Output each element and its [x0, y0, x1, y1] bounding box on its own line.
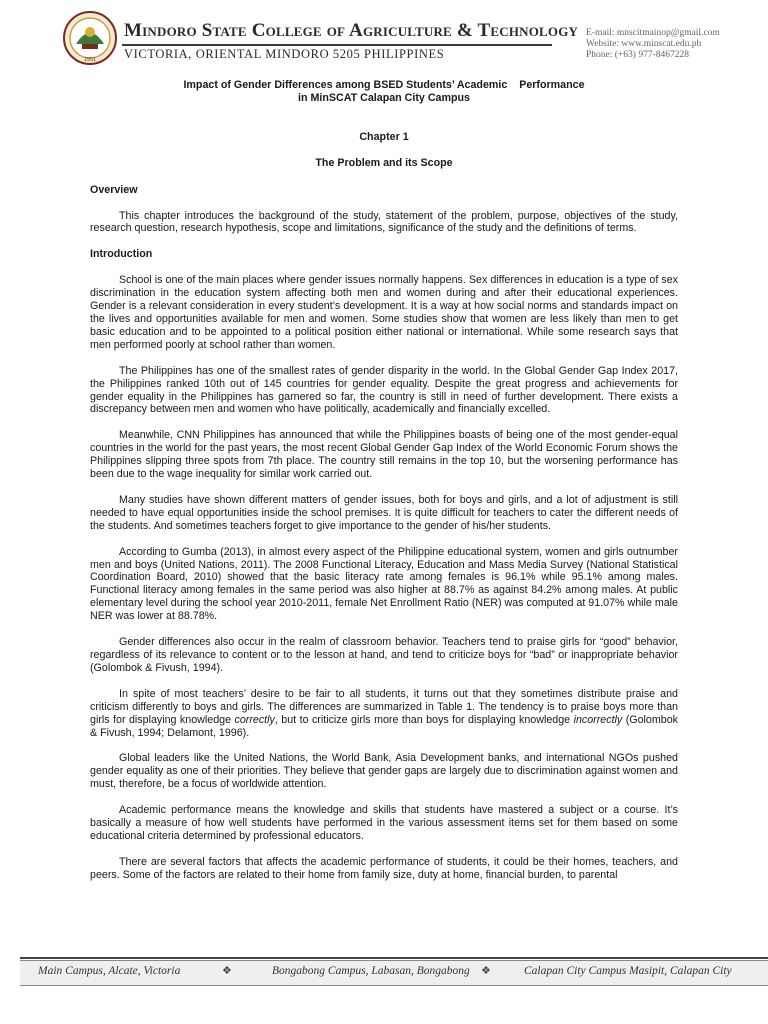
header-divider	[122, 44, 552, 46]
intro-paragraph-5: According to Gumba (2013), in almost every aspect of the Philippine educational system, women and girls outnumber men and boys (United Nations, 2011). The 2008 Functional Literacy, Education and Mass Media Survey (National Statistical Coordination Board, 2010) showed that the basic literacy rate among females is 96.1% while 95.1% among males. Functional literacy among females in the same period was also higher at 88.7% as against 84.2% among males. At public elementary level during the school year 2010-2011, female Net Enrollment Ratio (NER) was computed at 91.07% while male NER was lower at 88.78%.	[90, 545, 678, 623]
chapter-title: The Problem and its Scope	[315, 156, 453, 169]
college-seal-logo	[62, 10, 118, 66]
intro-paragraph-4: Many studies have shown different matters of gender issues, both for boys and girls, and a lot of adjustment is still needed to have equal opportunities inside the school premises. It is quite difficult for teachers to cater the different needs of the students. And sometimes teachers forget to give importance to the gender of his/her students.	[90, 493, 678, 532]
intro-paragraph-9: Academic performance means the knowledge and skills that students have mastered a subject or a course. It’s basically a measure of how well students have performed in the various assessment items set for them based on some educational criteria determined by professional educators.	[90, 804, 678, 842]
contact-email: E-mail: mnscitmainop@gmail.com	[586, 28, 720, 38]
campus-footer	[0, 957, 768, 1024]
overview-paragraph: This chapter introduces the background of the study, statement of the problem, purpose, objectives of the study, research question, research hypothesis, scope and limitations, significance of the study and the definitions of terms.	[90, 209, 678, 235]
footer-rule-top	[20, 957, 768, 959]
overview-heading: Overview	[90, 183, 138, 196]
intro-paragraph-1: School is one of the main places where gender issues normally happens. Sex differences in education is a type of sex discrimination in the education system affecting both men and women during and after their educational experiences. Gender is a relevant consideration in every student’s development. It is a way at how social norms and standards impact on the lives and opportunities available for men and women. Some studies show that women are less likely than men to get basic education and to be appointed to a political position either national or international. While some research says that men performed poorly at school rather than women.	[90, 274, 678, 351]
footer-calapan-campus: Calapan City Campus Masipit, Calapan City	[524, 965, 732, 977]
p7-text-b: , but to criticize girls more than boys for displaying knowledge	[274, 713, 574, 726]
intro-paragraph-3: Meanwhile, CNN Philippines has announced that while the Philippines boasts of being one of the most gender-equal countries in the world for the past years, the most recent Global Gender Gap Index of the World Economic Forum shows the Philippines slipping three spots from 7th place. The country still remains in the top 10, but the worsening performance has been due to the wage inequality for similar work carried out.	[90, 429, 678, 481]
footer-rule-bottom	[20, 985, 768, 986]
p7-emphasis-correctly: correctly	[234, 713, 275, 726]
contact-website: Website: www.minscat.edu.ph	[586, 39, 702, 49]
footer-bongabong-campus: Bongabong Campus, Labasan, Bongabong	[272, 965, 470, 977]
p7-text-c: (Golombok & Fivush, 1994; Delamont, 1996).	[90, 713, 678, 739]
intro-paragraph-10: There are several factors that affects the academic performance of students, it could be their homes, teachers, and peers. Some of the factors are related to their home from family size, duty at home, financial burden, to parental	[90, 855, 678, 881]
document-title-line2: in MinSCAT Calapan City Campus	[297, 91, 470, 104]
seal-year: 1951	[83, 57, 97, 63]
document-body	[90, 79, 678, 882]
contact-info	[586, 28, 766, 61]
intro-paragraph-7	[90, 688, 678, 740]
intro-paragraph-6: Gender differences also occur in the realm of classroom behavior. Teachers tend to praise girls for “good” behavior, regardless of its relevance to content or to the lesson at hand, and tend to criticize boys for “bad” or inappropriate behavior (Golombok & Fivush, 1994).	[90, 636, 678, 674]
introduction-heading: Introduction	[90, 248, 153, 261]
footer-separator-icon-1: ❖	[222, 965, 232, 977]
college-address: VICTORIA, ORIENTAL MINDORO 5205 PHILIPPINES	[124, 47, 445, 61]
intro-paragraph-8: Global leaders like the United Nations, the World Bank, Asia Development banks, and international NGOs pushed gender equality as one of their priorities. They believe that gender gaps are largely due to discrimination against women and must, therefore, be a focus of worldwide attention.	[90, 752, 678, 791]
p7-emphasis-incorrectly: incorrectly	[573, 713, 623, 726]
footer-separator-icon-2: ❖	[481, 965, 491, 977]
letterhead	[0, 0, 768, 75]
contact-phone: Phone: (+63) 977-8467228	[586, 50, 689, 60]
footer-main-campus: Main Campus, Alcate, Victoria	[38, 965, 181, 977]
college-name: Mindoro State College of Agriculture & Technology	[124, 20, 579, 41]
document-title-line1: Impact of Gender Differences among BSED Students’ Academic Performance	[183, 79, 585, 91]
chapter-heading: Chapter 1	[359, 130, 409, 143]
p7-text-a: In spite of most teachers’ desire to be fair to all students, it turns out that they sometimes distribute praise and criticism differently to boys and girls. The differences are summarized in Table 1. The tendency is to praise boys more than girls for displaying knowledge	[90, 687, 678, 726]
intro-paragraph-2: The Philippines has one of the smallest rates of gender disparity in the world. In the Global Gender Gap Index 2017, the Philippines ranked 10th out of 145 countries for gender equality. Despite the great progress and achievements for gender equality in the Philippines has garnered so far, the country is still in need of further development. There exists a discrepancy between men and women who have politically, academically and financially excelled.	[90, 364, 678, 416]
